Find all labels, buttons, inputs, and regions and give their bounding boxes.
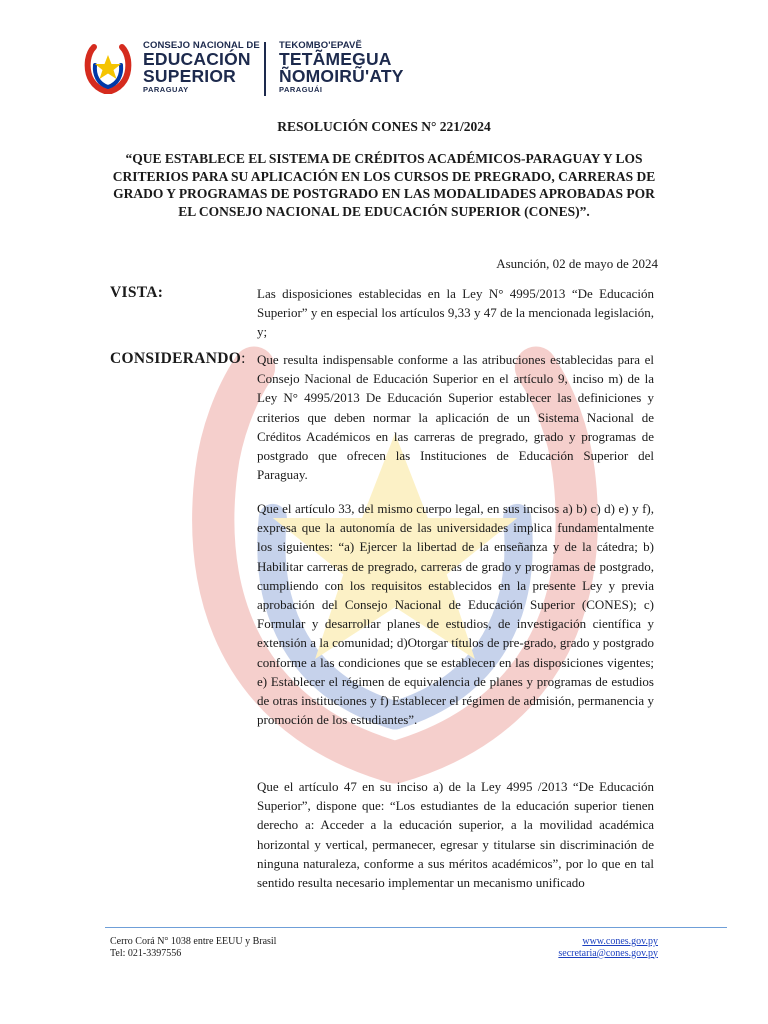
logo-line: CONSEJO NACIONAL DE	[143, 40, 260, 51]
logo-line: PARAGUAY	[143, 85, 189, 94]
logo-divider	[264, 42, 266, 96]
footer-divider	[105, 927, 727, 928]
cones-emblem-icon	[83, 42, 133, 94]
email-link[interactable]: secretaria@cones.gov.py	[558, 947, 658, 959]
footer-links	[558, 936, 658, 959]
considerando-paragraph-2: Que el artículo 33, del mismo cuerpo legal, en sus incisos a) b) c) d) e) y f), expresa que la autonomía de las universidades implica fundamentalmente los siguientes: “a) Ejercer la libertad de la enseñanza y de la cátedra; b) Habilitar carreras de pregrado, carreras de grado y programas de postgrado, cumpliendo con los requisitos establecidos en la presente Ley y previa aprobación del Consejo Nacional de Educación Superior (CONES); c) Formular y desarrollar planes de estudios, de investigación científica y extensión a la comunidad; d)Otorgar títulos de pre-grado, grado y postgrado conforme a las condiciones que se establecen en las disposiciones vigentes; e) Establecer el régimen de equivalencia de planes y programas de estudios de otras instituciones y f) Establecer el régimen de admisión, permanencia y promoción de los estudiantes”.	[257, 501, 654, 728]
considerando-label	[110, 350, 246, 368]
vista-paragraph: Las disposiciones establecidas en la Ley N° 4995/2013 “De Educación Superior” y en especial los artículos 9,33 y 47 de la mencionada legislación, y;	[257, 286, 654, 340]
logo-line: PARAGUÁI	[279, 85, 323, 94]
logo-text-guarani	[279, 40, 479, 95]
logo-line: TEKOMBO'EPAVẼ	[279, 40, 362, 51]
footer-address: Cerro Corá N° 1038 entre EEUU y Brasil	[110, 936, 277, 947]
considerando-paragraph-1: Que resulta indispensable conforme a las atribuciones establecidas para el Consejo Nacional de Educación Superior en el artículo 9, inciso m) de la Ley N° 4995/2013 De Educación Superior establecer las definiciones y criterios que deben normar la aplicación de un Sistema Nacional de Créditos Académicos en las carreras de pregrado, grado y programas de postgrado que ofrecen las Instituciones de Educación Superior del Paraguay.	[257, 352, 654, 483]
resolution-subject: “QUE ESTABLECE EL SISTEMA DE CRÉDITOS ACADÉMICOS-PARAGUAY Y LOS CRITERIOS PARA SU APLICACIÓN EN LOS CURSOS DE PREGRADO, CARRERAS DE GRADO Y PROGRAMAS DE POSTGRADO EN LAS MODALIDADES APROBADAS POR EL CONSEJO NACIONAL DE EDUCACIÓN SUPERIOR (CONES)”.	[112, 151, 656, 219]
logo-line: SUPERIOR	[143, 66, 237, 86]
logo-line: ÑOMOIRŨ'ATY	[279, 66, 404, 86]
considerando-paragraph-3: Que el artículo 47 en su inciso a) de la Ley 4995 /2013 “De Educación Superior”, dispone que: “Los estudiantes de la educación superior tienen derecho a: Acceder a la educación superior, a la movilidad académica horizontal y vertical, permanecer, egresar y titularse sin discriminación de ninguna naturaleza, conforme a sus méritos académicos”, por lo que en tal sentido resulta necesario implementar un mecanismo unificado	[257, 779, 654, 891]
logo-line: EDUCACIÓN	[143, 49, 251, 69]
footer-phone: Tel: 021-3397556	[110, 947, 182, 959]
resolution-title: RESOLUCIÓN CONES N° 221/2024	[277, 119, 491, 134]
considerando-colon: :	[241, 350, 246, 367]
vista-label: VISTA:	[110, 284, 164, 301]
document-date: Asunción, 02 de mayo de 2024	[496, 256, 658, 271]
considerando-label-text: CONSIDERANDO	[110, 350, 242, 367]
logo-line: TETÃMEGUA	[279, 49, 392, 69]
footer-contact	[110, 936, 276, 959]
website-link[interactable]: www.cones.gov.py	[582, 936, 658, 947]
